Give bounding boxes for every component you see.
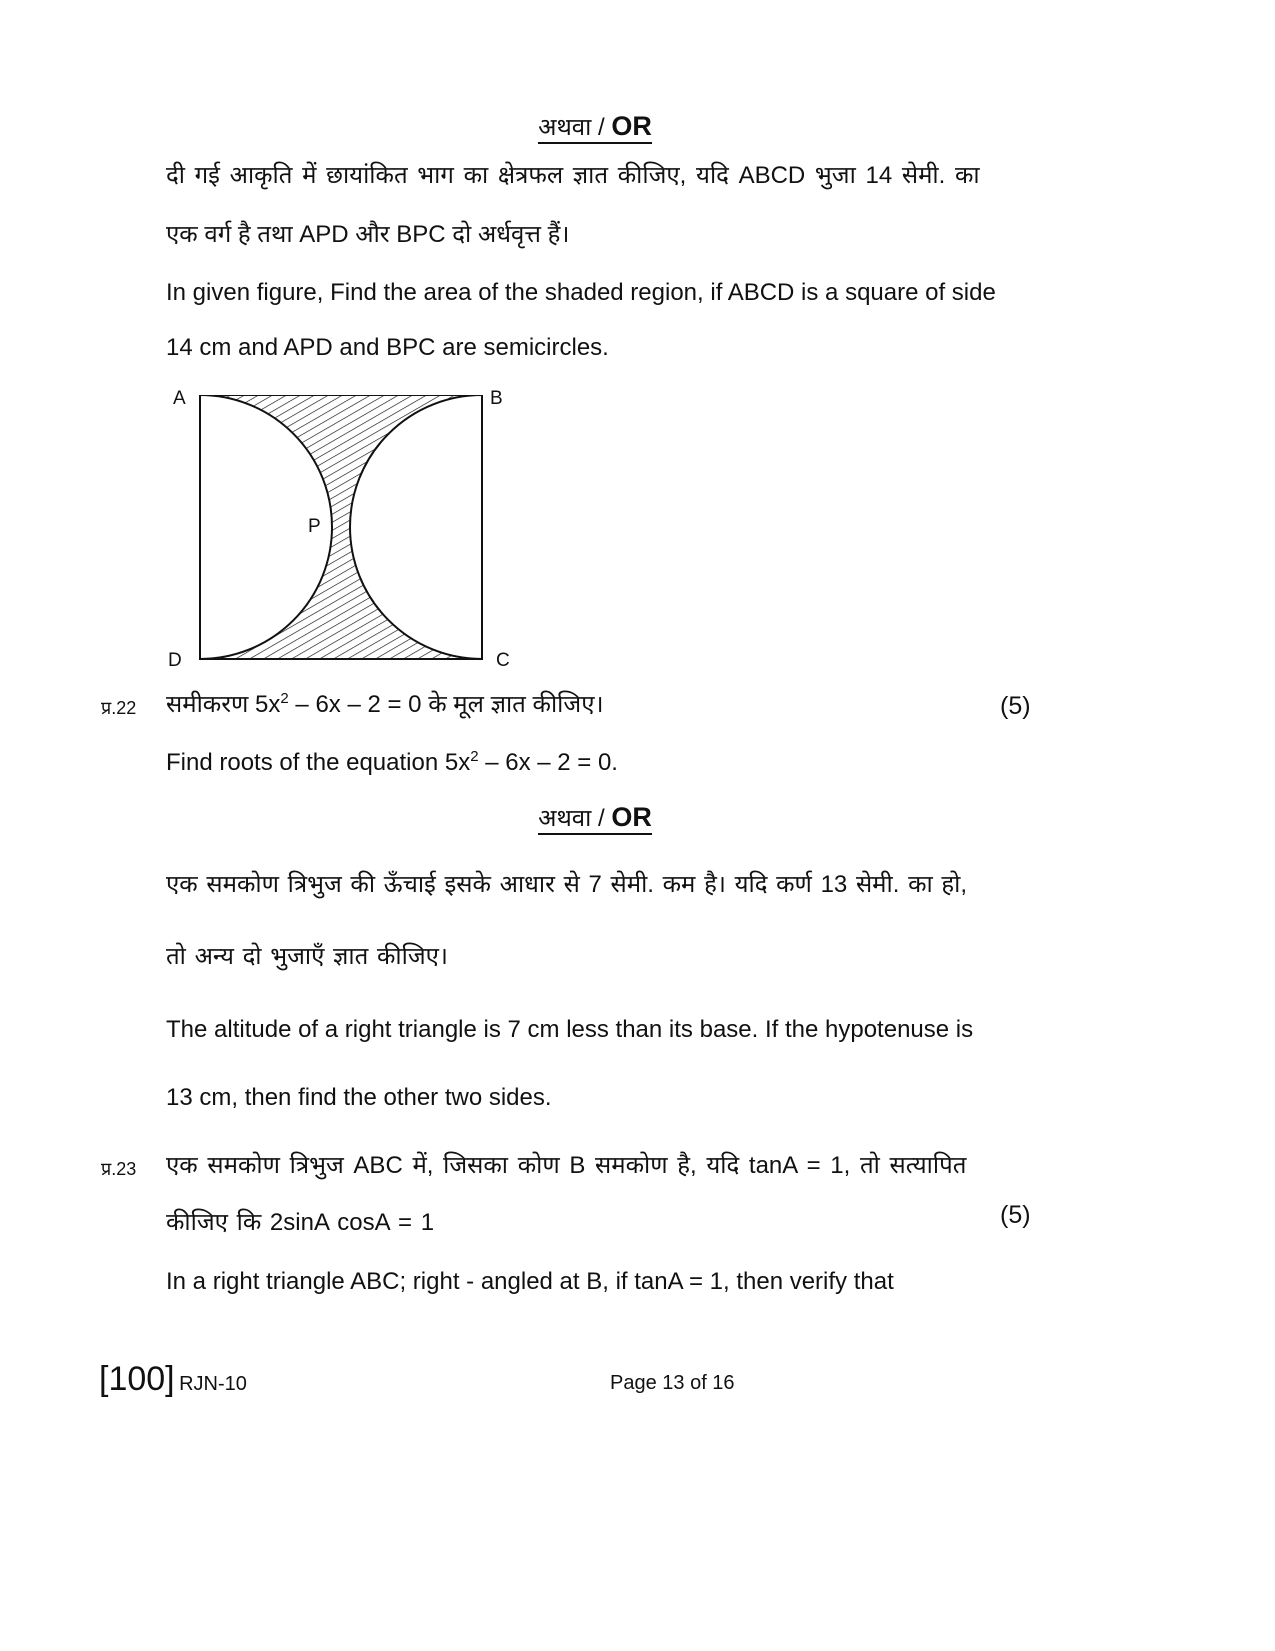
q22-or-english-line2: 13 cm, then find the other two sides.: [166, 1084, 552, 1111]
figure-label-p: P: [308, 516, 321, 537]
or-heading: [0, 801, 1190, 834]
question-number-23: प्र.23: [101, 1159, 137, 1179]
q21-hindi-line2: एक वर्ग है तथा APD और BPC दो अर्धवृत्त हैं।: [166, 221, 570, 248]
figure-label-c: C: [496, 650, 510, 671]
or-english: OR: [611, 802, 652, 832]
q23-english-line1: In a right triangle ABC; right - angled at B, if tanA = 1, then verify that: [166, 1268, 894, 1295]
or-heading: [0, 110, 1190, 143]
question-number-22: प्र.22: [101, 698, 137, 718]
q22-english: Find roots of the equation $5x^2 - 6x - 2 = 0$.: [166, 748, 618, 776]
footer-page-number: Page 13 of 16: [610, 1372, 735, 1394]
or-hindi: अथवा: [538, 114, 592, 141]
footer-code: [99, 1360, 247, 1399]
q22-or-hindi-line2: तो अन्य दो भुजाएँ ज्ञात कीजिए।: [166, 943, 449, 970]
figure-label-b: B: [490, 388, 503, 409]
q22-or-english-line1: The altitude of a right triangle is 7 cm less than its base. If the hypotenuse is: [166, 1016, 974, 1043]
q23-hindi-line2: कीजिए कि 2sinA cosA = 1: [166, 1209, 435, 1236]
q22-marks: (5): [1000, 692, 1031, 720]
figure-label-d: D: [168, 650, 182, 671]
or-separator: /: [591, 114, 612, 141]
figure-label-a: A: [173, 388, 186, 409]
q22-hindi: समीकरण $5x^2 - 6x - 2 = 0$ के मूल ज्ञात कीजिए।: [166, 690, 604, 718]
or-separator: /: [591, 805, 612, 832]
semicircle-square-figure: [160, 395, 530, 680]
or-hindi: अथवा: [538, 805, 592, 832]
q23-hindi-line1: एक समकोण त्रिभुज ABC में, जिसका कोण B समकोण है, यदि tanA = 1, तो सत्यापित: [166, 1152, 967, 1179]
q23-marks: (5): [1000, 1201, 1031, 1229]
q21-english-line2: 14 cm and APD and BPC are semicircles.: [166, 334, 609, 361]
footer-code-bracket: [100]: [99, 1360, 175, 1398]
or-english: OR: [611, 111, 652, 141]
footer-code-text: RJN-10: [179, 1373, 247, 1395]
q22-or-hindi-line1: एक समकोण त्रिभुज की ऊँचाई इसके आधार से 7 सेमी. कम है। यदि कर्ण 13 सेमी. का हो,: [166, 871, 968, 898]
q21-english-line1: In given figure, Find the area of the shaded region, if ABCD is a square of side: [166, 279, 996, 306]
q21-hindi-line1: दी गई आकृति में छायांकित भाग का क्षेत्रफल ज्ञात कीजिए, यदि ABCD भुजा 14 सेमी. का: [166, 162, 980, 189]
